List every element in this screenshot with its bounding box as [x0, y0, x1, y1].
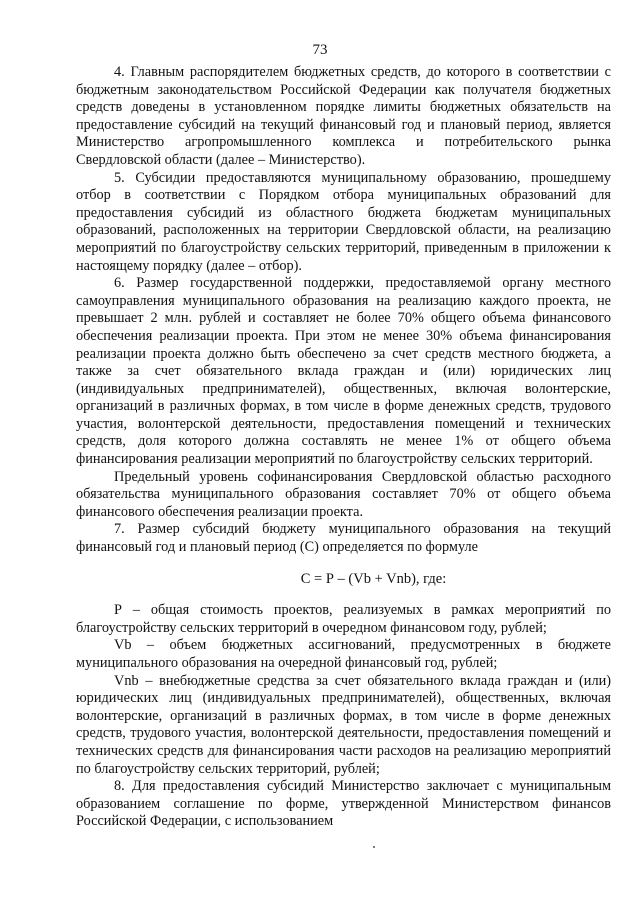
- definition-vb: Vb – объем бюджетных ассигнований, предусмотренных в бюджете муниципального образования на очередной финансовый год, рублей;: [76, 637, 611, 671]
- paragraph-5: 5. Субсидии предоставляются муниципальному образованию, прошедшему отбор в соответствии с Порядком отбора муниципальных образований для предоставления субсидий из областного бюджета бюджетам муниципальных образований, расположенных на территории Свердловской области, на реализацию мероприятий по благоустройству сельских территорий, приведенным в приложении к настоящему порядку (далее – отбор).: [76, 169, 611, 274]
- paragraph-6: 6. Размер государственной поддержки, предоставляемой органу местного самоуправления муниципального образования на реализацию каждого проекта, не превышает 2 млн. рублей и составляет не более 70% общего объема финансового обеспечения реализации проекта. При этом не менее 30% объема финансирования реализации проекта должно быть обеспечено за счет средств местного бюджета, а также за счет обязательного вклада граждан и (или) юридических лиц (индивидуальных предпринимателей), общественных, включая волонтерские, организаций в различных формах, в том числе в форме денежных средств, трудового участия, волонтерской деятельности, предоставления помещений и технических средств, доля которого должна составлять не менее 1% от общего объема финансирования реализации мероприятий по благоустройству сельских территорий.: [76, 275, 611, 468]
- page-number: 73: [312, 42, 328, 58]
- definition-vnb: Vnb – внебюджетные средства за счет обязательного вклада граждан и (или) юридических лиц (индивидуальных предпринимателей), общественных, включая волонтерские, организаций в различных формах, в том числе в форме денежных средств, трудового участия, волонтерской деятельности, предоставления помещений и технических средств для финансирования части расходов на реализацию мероприятий по благоустройству сельских территорий, рублей;: [76, 672, 611, 777]
- paragraph-8: 8. Для предоставления субсидий Министерство заключает с муниципальным образованием соглашение по форме, утвержденной Министерством финансов Российской Федерации, с использованием: [76, 778, 611, 830]
- paragraph-7: 7. Размер субсидий бюджету муниципального образования на текущий финансовый год и плановый период (С) определяется по формуле: [76, 521, 611, 556]
- paragraph-4: 4. Главным распорядителем бюджетных средств, до которого в соответствии с бюджетным законодательством Российской Федерации как получателя бюджетных средств доведены в установленном порядке лимиты бюджетных обязательств на предоставление субсидий на текущий финансовый год и плановый период, является Министерство агропромышленного комплекса и потребительского рынка Свердловской области (далее – Министерство).: [76, 64, 611, 168]
- paragraph-cofinancing-level: Предельный уровень софинансирования Свердловской областью расходного обязательства муниципального образования составляет 70% от общего объема финансового обеспечения реализации проекта.: [76, 468, 611, 520]
- document-body: [76, 64, 611, 831]
- definition-p: Р – общая стоимость проектов, реализуемых в рамках мероприятий по благоустройству сельских территорий в очередном финансовом году, рублей;: [76, 602, 611, 636]
- scan-speck: [373, 846, 375, 848]
- formula: С = Р – (Vb + Vnb), где:: [300, 570, 447, 587]
